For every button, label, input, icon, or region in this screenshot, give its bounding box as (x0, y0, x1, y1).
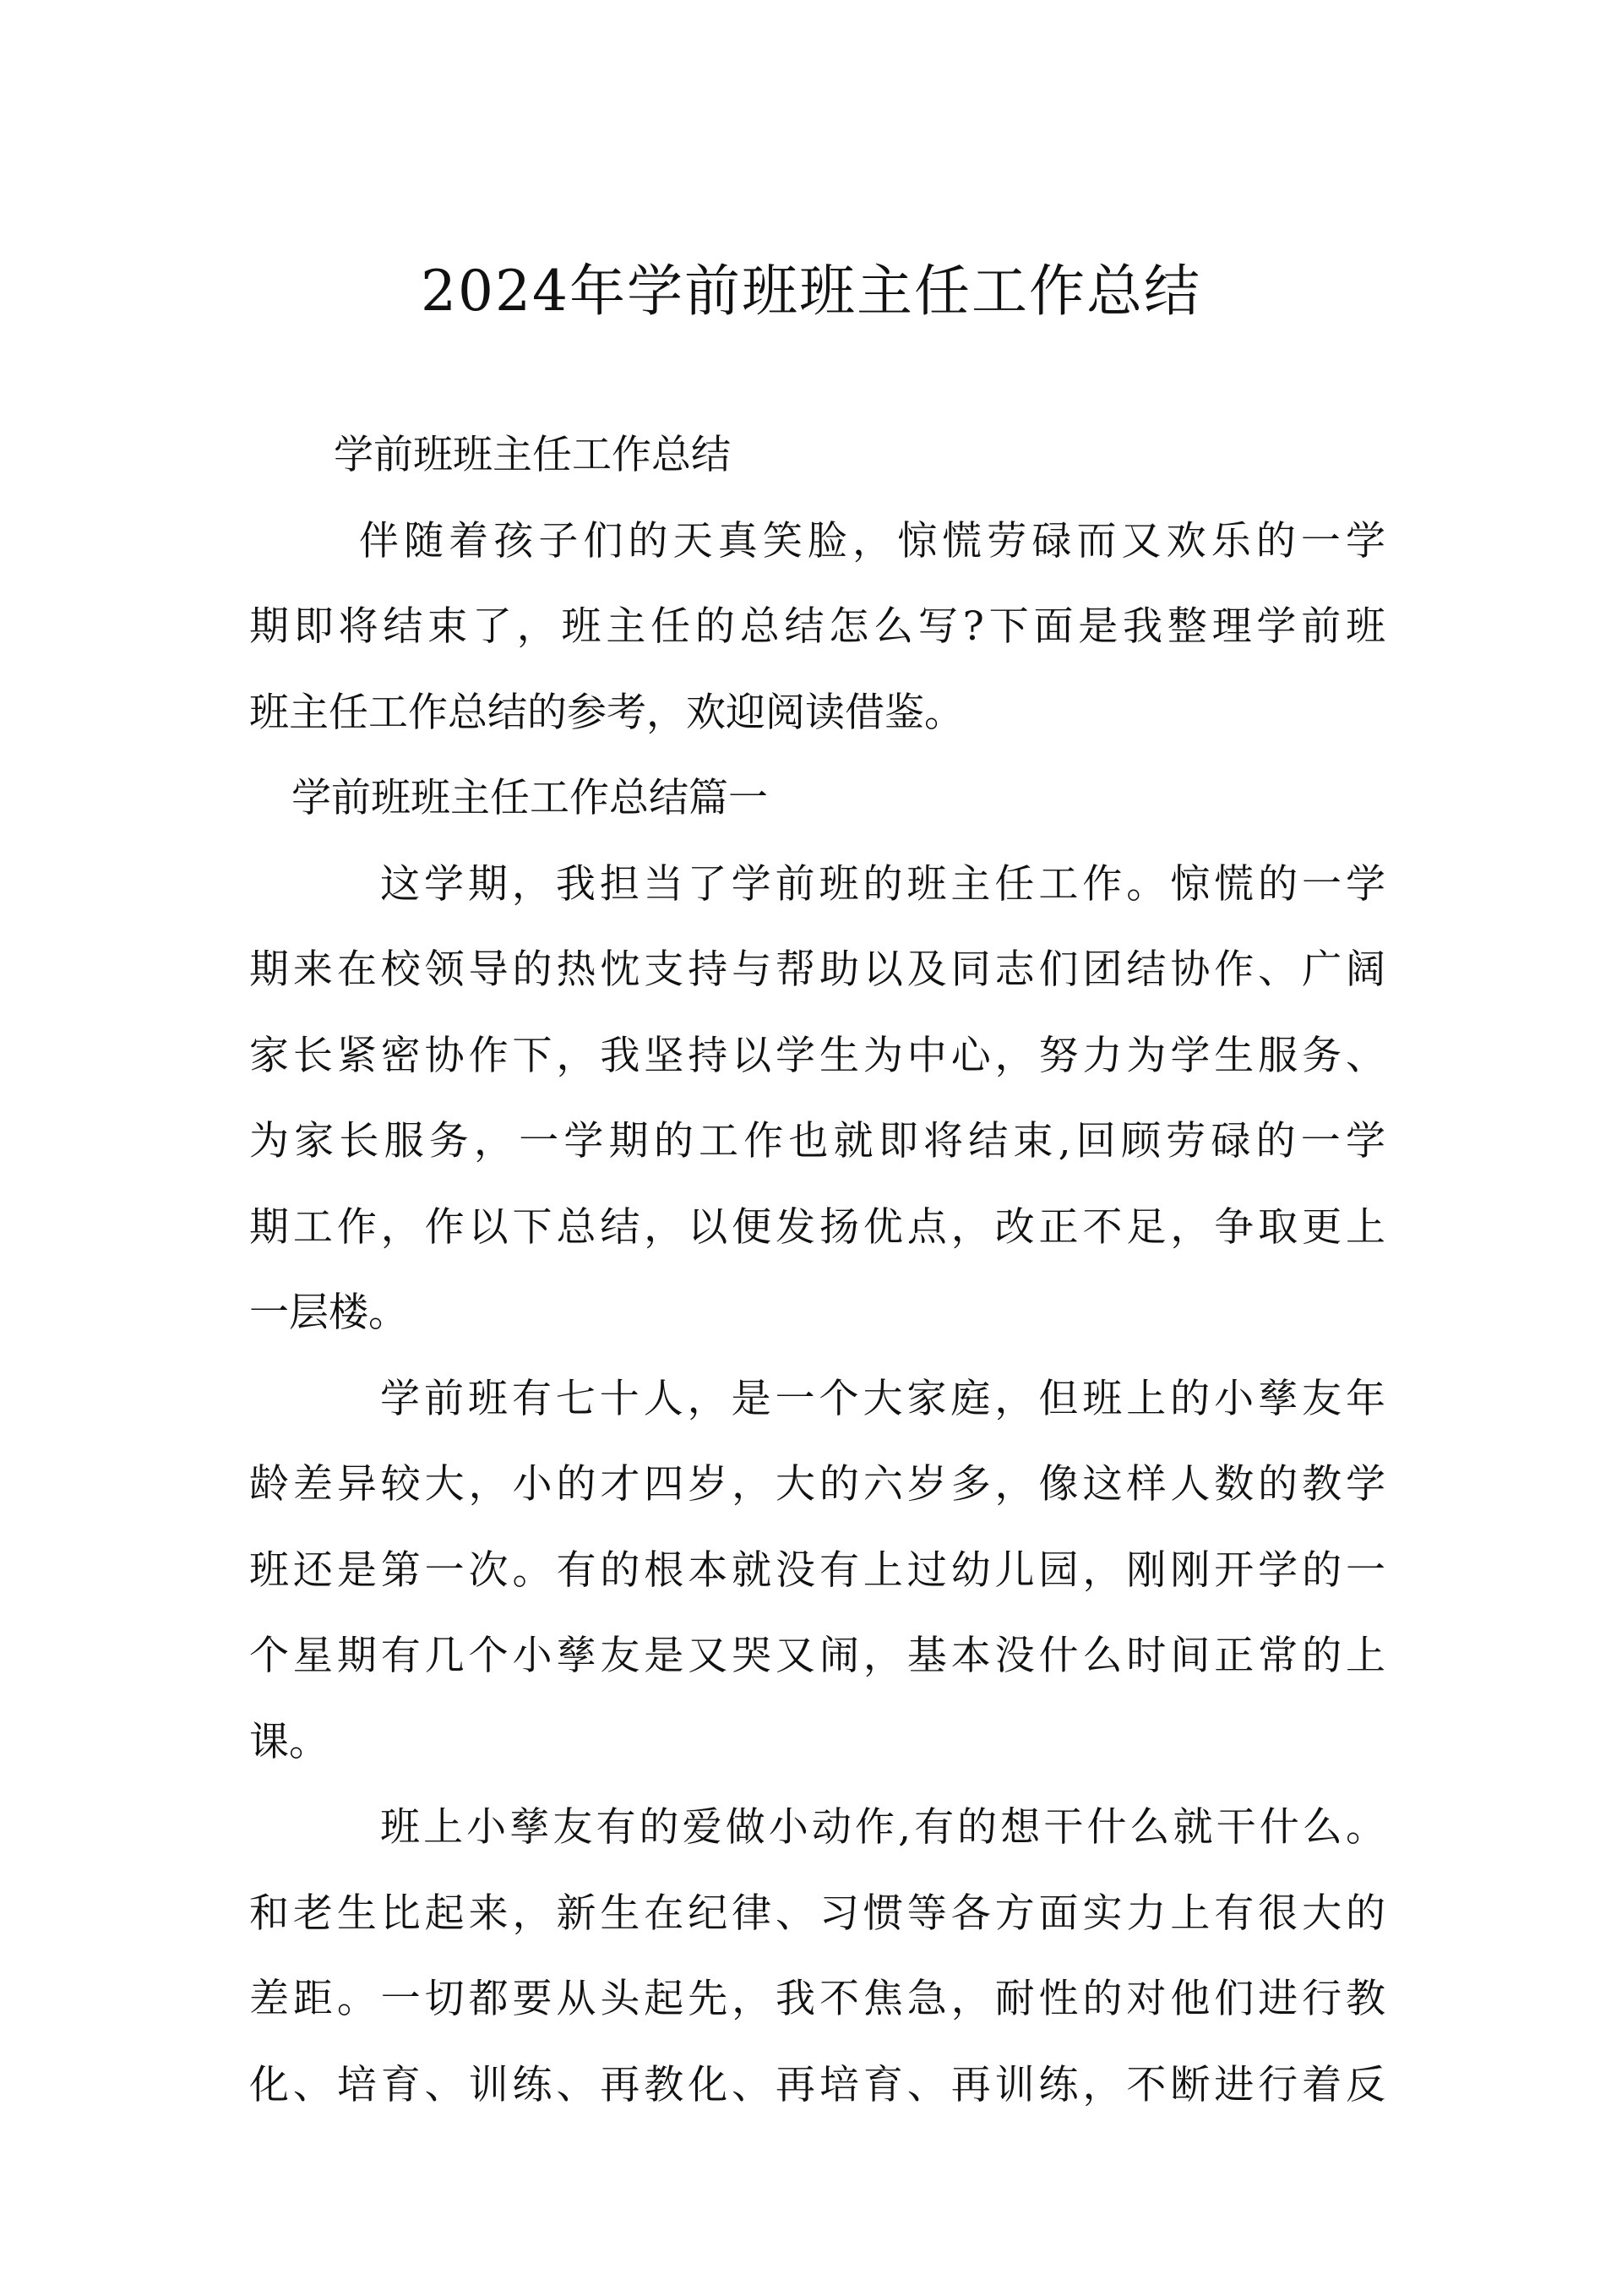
paragraph-line: 一层楼。 (249, 1290, 408, 1336)
document-title: 2024年学前班班主任工作总结 (421, 259, 1201, 324)
paragraph-line: 班还是第一次。有的根本就没有上过幼儿园，刚刚开学的一 (249, 1546, 1385, 1594)
section-heading: 学前班班主任工作总结篇一 (291, 775, 768, 821)
paragraph-line: 期工作，作以下总结，以便发扬优点，改正不足，争取更上 (249, 1203, 1385, 1251)
paragraph-line: 期即将结束了，班主任的总结怎么写?下面是我整理学前班 (249, 603, 1385, 650)
paragraph-line: 学前班有七十人，是一个大家庭，但班上的小孳友年 (380, 1375, 1385, 1422)
paragraph-line: 课。 (249, 1718, 329, 1765)
subtitle-line: 学前班班主任工作总结 (334, 432, 731, 478)
paragraph-line: 家长紧密协作下，我坚持以学生为中心，努力为学生服务、 (249, 1032, 1385, 1079)
paragraph-line: 期来在校领导的热忱支持与帮助以及同志们团结协作、广阔 (249, 946, 1385, 993)
paragraph-line: 班上小孳友有的爱做小动作,有的想干什么就干什么。 (380, 1804, 1385, 1851)
paragraph-line: 伴随着孩子们的天真笑脸，惊慌劳碌而又欢乐的一学 (359, 517, 1385, 564)
paragraph-line: 这学期，我担当了学前班的班主任工作。惊慌的一学 (380, 860, 1385, 908)
paragraph-line: 个星期有几个小孳友是又哭又闹，基本没什么时间正常的上 (249, 1633, 1385, 1679)
paragraph-line: 班主任工作总结的参考，欢迎阅读借鉴。 (249, 689, 964, 736)
paragraph-line: 为家长服务，一学期的工作也就即将结束,回顾劳碌的一学 (249, 1118, 1385, 1164)
paragraph-line: 龄差异较大，小的才四岁，大的六岁多，像这样人数的教学 (249, 1461, 1385, 1508)
document-body (249, 412, 1385, 2128)
paragraph-line: 差距。一切都要从头起先，我不焦急，耐性的对他们进行教 (249, 1976, 1385, 2022)
paragraph-line: 化、培育、训练、再教化、再培育、再训练，不断进行着反 (249, 2061, 1385, 2108)
paragraph-line: 和老生比起来，新生在纪律、习惯等各方面实力上有很大的 (249, 1890, 1385, 1937)
